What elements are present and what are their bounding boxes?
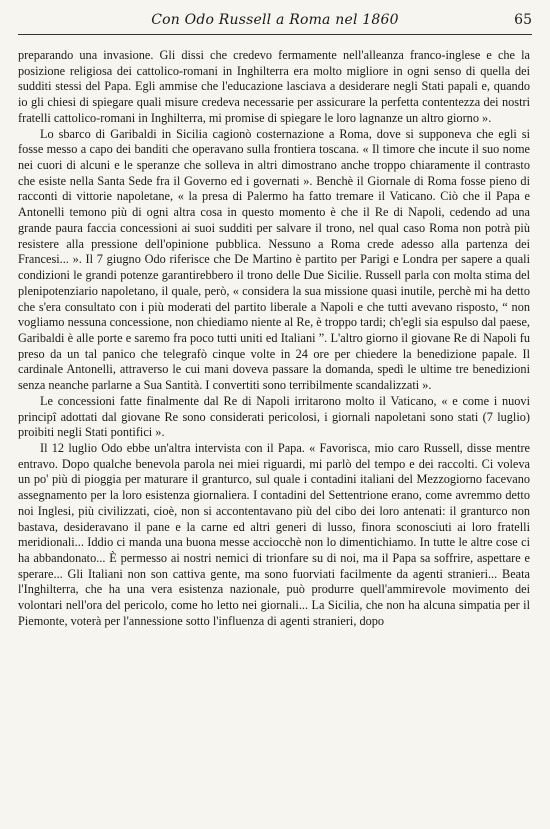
paragraph-continued: preparando una invasione. Gli dissi che credevo fermamente nell'alleanza franco-inglese e che la posizione religiosa dei cattolico-romani in Inghilterra era molto migliore in ogni senso di quella dei sudditi stessi del Papa. Egli ammise che l'educazione lasciava a desiderare negli Stati papali e, quando io gli chiesi di spiegare quali misure credeva necessarie per assicurare la perfetta contentezza dei nostri fratelli cattolico-romani in Inghilterra, mi promise di spiegare le loro lagnanze un altro giorno ».	[18, 48, 530, 125]
running-title: Con Odo Russell a Roma nel 1860	[151, 12, 399, 28]
page-number: 65	[514, 12, 532, 28]
paragraph-july-interview: Il 12 luglio Odo ebbe un'altra intervista con il Papa. « Favorisca, mio caro Russell, disse mentre entravo. Dopo qualche benevola parola nei miei riguardi, mi parlò del tempo e dei raccolti. Ci voleva un po' più di pioggia per maturare il granturco, sul quale i contadini italiani del Mezzogiorno facevano assegnamento per la loro esistenza giornaliera. I contadini del Settentrione erano, come avremmo detto noi Inglesi, più civilizzati, cioè, non si accontentavano più del cibo dei loro antenati: il granturco non bastava, desideravano il pane e la carne ed altri generi di lusso, finora sconosciuti ai loro fratelli meridionali... Iddio ci manda una buona messe acciocchè non lo dimentichiamo. In tutte le altre cose ci ha abbandonato... È permesso ai nostri nemici di trionfare su di noi, ma il Papa sa soffrire, aspettare e sperare... Gli Italiani non son cattiva gente, ma sono fuorviati facilmente da agenti stranieri... Beata l'Inghilterra, che ha una vera esistenza nazionale, può produrre quell'ammirevole movimento dei volontari nell'ora del pericolo, come ho letto nei giornali... La Sicilia, che non ha alcuna simpatia per il Piemonte, voterà per l'annessione sotto l'influenza di agenti stranieri, dopo	[18, 440, 530, 628]
page-body	[18, 48, 530, 630]
paragraph-concessions: Le concessioni fatte finalmente dal Re di Napoli irritarono molto il Vaticano, « e come i nuovi principî adottati dal giovane Re sono considerati pericolosi, i giornali napoletani sono stati (7 luglio) proibiti negli Stati pontifici ».	[18, 393, 530, 440]
running-header	[18, 8, 532, 35]
paragraph-garibaldi-landing: Lo sbarco di Garibaldi in Sicilia cagionò costernazione a Roma, dove si supponeva che egli si fosse messo a capo dei banditi che operavano sulla frontiera toscana. « Il timore che incute il suo nome nei cuori di alcuni e le speranze che solleva in altri dimostrano anche troppo chiaramente il contrasto che esiste nella Santa Sede fra il Governo ed i governati ». Benchè il Giornale di Roma fosse pieno di racconti di vittorie napoletane, « la presa di Palermo ha fatto tremare il Vaticano. Ciò che il Papa e Antonelli temono più di ogni altra cosa in questo momento è che il Re di Napoli, cedendo ad una grande paura faccia concessioni ai suoi sudditi per salvare il trono, nel qual caso Roma non potrà più resistere alla pressione dell'opinione pubblica. Nessuno a Roma crede adesso alla partenza dei Francesi... ». Il 7 giugno Odo riferisce che De Martino è partito per Parigi e Londra per sapere a quali condizioni le grandi potenze garantirebbero il trono delle Due Sicilie. Russell parla con molta stima del plenipotenziario napoletano, il quale, però, « considera la sua missione quasi inutile, perchè mi ha detto che s'era consultato con i più moderati del partito liberale a Napoli e che tutti avevano risposto, “ non vogliamo nessuna concessione, non chiediamo niente al Re, è troppo tardi; ch'egli sia espulso dal paese, Garibaldi è alle porte e saremo fra poco tutti uniti ed Italiani ”. L'altro giorno il giovane Re di Napoli fu preso da un tal panico che telegrafò cinque volte in 24 ore per chiedere la benedizione papale. Il cardinale Antonelli, attraverso le cui mani doveva passare la domanda, spedì le ultime tre benedizioni senza neanche parlarne a Sua Santità. I convertiti sono terribilmente scandalizzati ».	[18, 126, 530, 393]
